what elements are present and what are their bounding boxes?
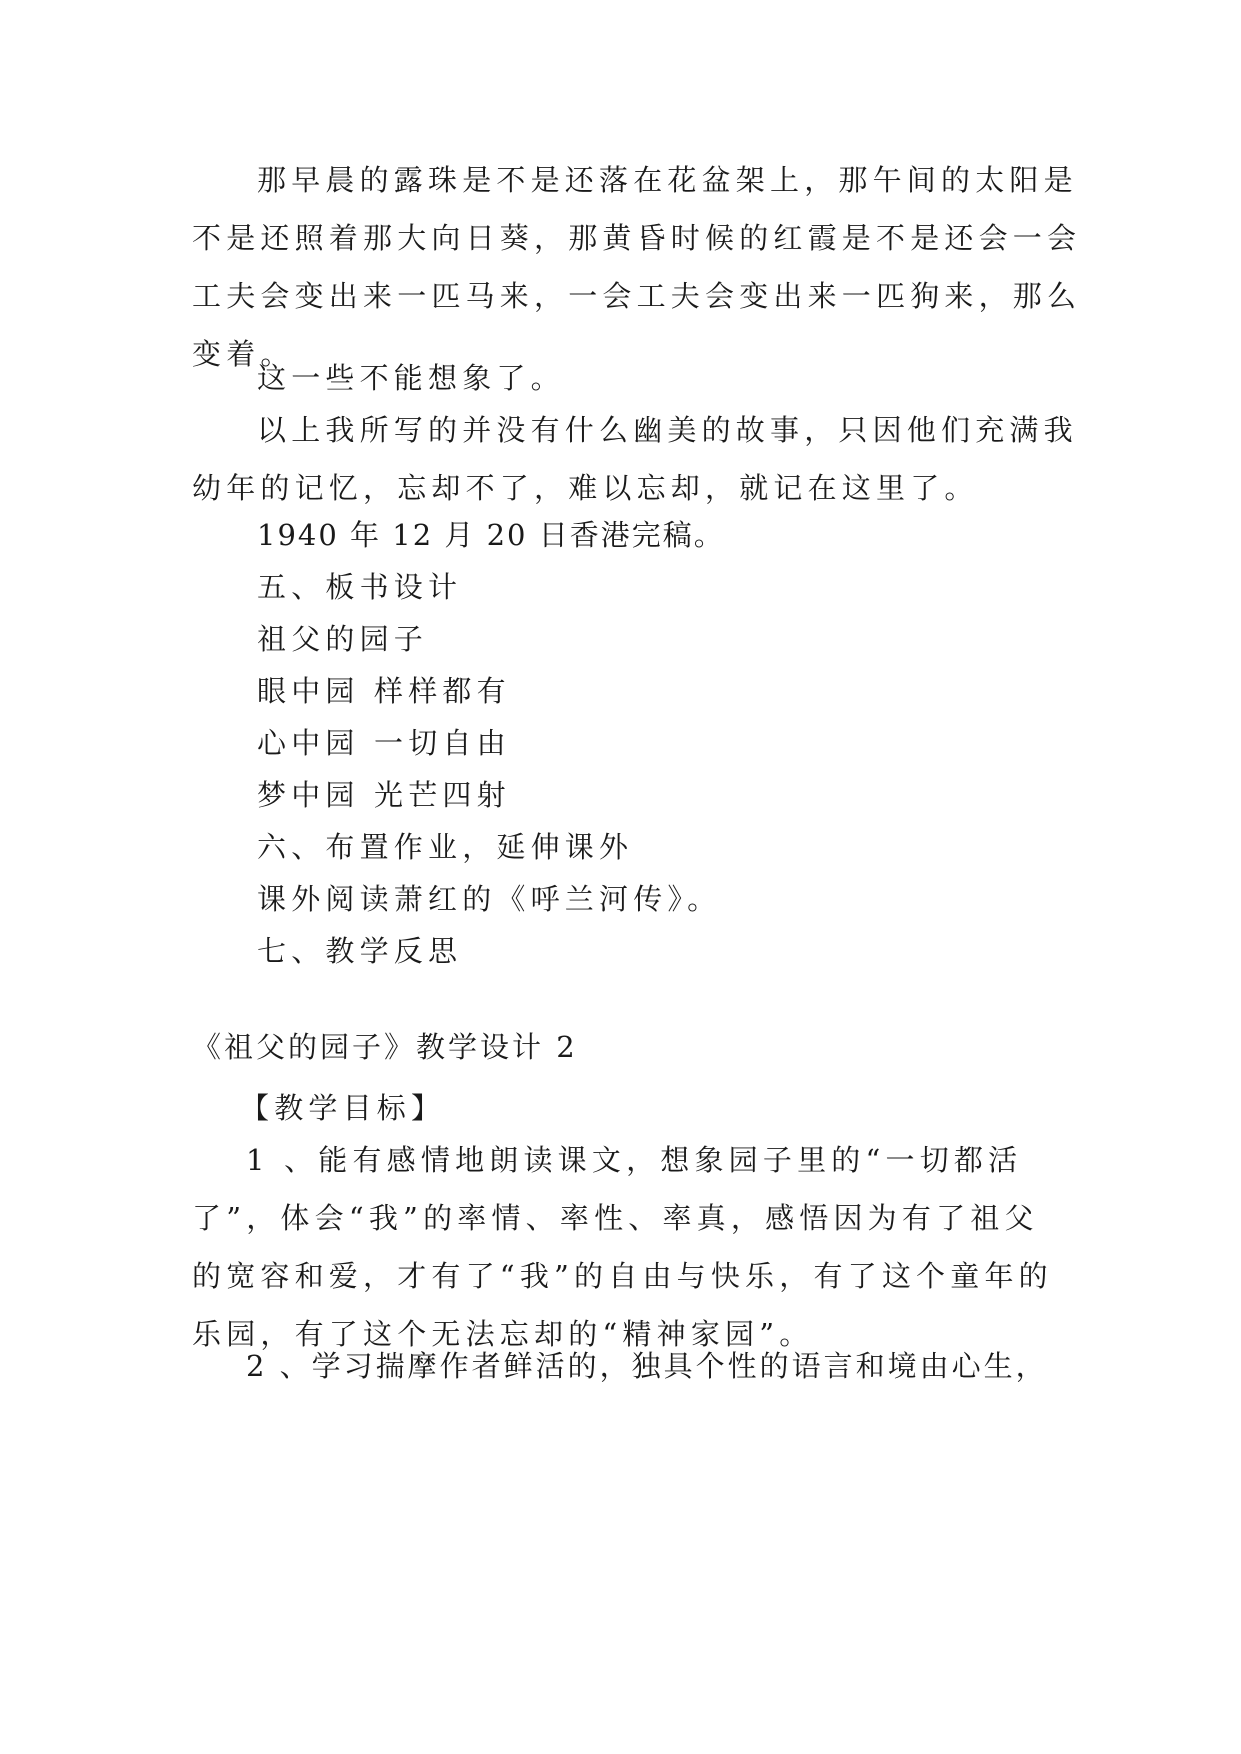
goal-2 [192, 1337, 1052, 1395]
text-line: 2 、学习揣摩作者鲜活的，独具个性的语言和境由心生， [246, 1349, 1048, 1383]
text-line: 工夫会变出来一匹马来，一会工夫会变出来一匹狗来，那么 [192, 279, 1082, 313]
board-line-heart [192, 714, 1052, 772]
section-board-design [192, 558, 1052, 616]
text-line: 以上我所写的并没有什么幽美的故事，只因他们充满我 [257, 413, 1078, 447]
text-line: 不是还照着那大向日葵，那黄昏时候的红霞是不是还会一会 [192, 221, 1082, 255]
board-title [192, 610, 1052, 668]
section-heading: 五、板书设计 [257, 570, 463, 604]
board-line-dream [192, 766, 1052, 824]
paragraph-cannot-imagine [192, 349, 1052, 407]
text-line: 梦中园 光芒四射 [257, 778, 511, 812]
text-line: 祖父的园子 [257, 622, 429, 656]
document-title-2 [192, 1018, 1052, 1076]
homework-text [192, 870, 1052, 928]
text-line: 了”，体会“我”的率情、率性、率真，感悟因为有了祖父 [192, 1201, 1039, 1235]
section-heading: 六、布置作业，延伸课外 [257, 830, 634, 864]
text-line: 的宽容和爱，才有了“我”的自由与快乐，有了这个童年的 [192, 1259, 1053, 1293]
text-line: 课外阅读萧红的《呼兰河传》。 [257, 882, 722, 916]
goals-heading [192, 1079, 1052, 1137]
text-line: 这一些不能想象了。 [257, 361, 565, 395]
board-line-eye [192, 662, 1052, 720]
text-line: 眼中园 样样都有 [257, 674, 511, 708]
paragraph-memory [192, 401, 1078, 517]
section-heading: 七、教学反思 [257, 934, 463, 968]
text-line: 幼年的记忆，忘却不了，难以忘却，就记在这里了。 [192, 471, 979, 505]
text-line: 1 、能有感情地朗读课文，想象园子里的“一切都活 [246, 1143, 1023, 1177]
goal-1 [192, 1131, 1052, 1363]
section-reflection [192, 922, 1052, 980]
section-homework [192, 818, 1052, 876]
paragraph-date [192, 506, 1052, 564]
text-line: 心中园 一切自由 [257, 726, 511, 760]
page-title: 《祖父的园子》教学设计 2 [192, 1030, 578, 1064]
text-line: 变着。 [192, 337, 295, 371]
text-line: 乐园，有了这个无法忘却的“精神家园”。 [192, 1317, 814, 1351]
section-heading: 【教学目标】 [240, 1091, 446, 1125]
text-line: 那早晨的露珠是不是还落在花盆架上，那午间的太阳是 [257, 163, 1078, 197]
text-line: 1940 年 12 月 20 日香港完稿。 [257, 518, 725, 552]
